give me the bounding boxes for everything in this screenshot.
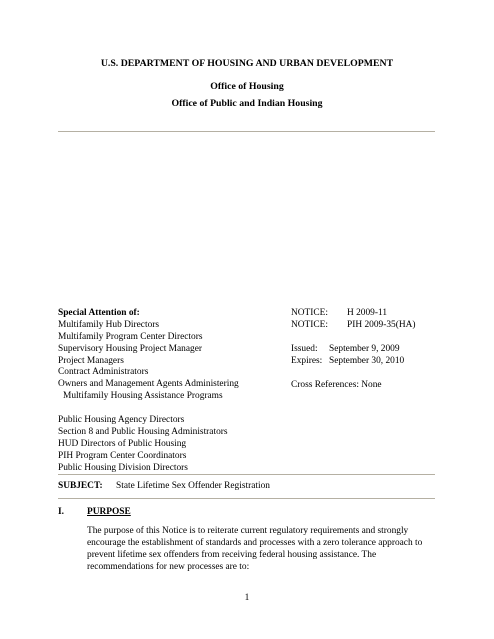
attention-item: Public Housing Agency Directors	[58, 415, 185, 426]
attention-item: Multifamily Housing Assistance Programs	[63, 391, 223, 402]
office-of-housing: Office of Housing	[210, 81, 284, 92]
notice-value-2: PIH 2009-35(HA)	[347, 320, 416, 330]
purpose-paragraph	[87, 526, 422, 574]
attention-item: Contract Administrators	[58, 367, 149, 378]
subject-top-divider	[58, 474, 435, 475]
paragraph-line: recommendations for new processes are to:	[87, 561, 250, 572]
attention-item: Section 8 and Public Housing Administrators	[58, 426, 228, 437]
department-title: U.S. DEPARTMENT OF HOUSING AND URBAN DEVELOPMENT	[100, 58, 394, 69]
attention-item: PIH Program Center Coordinators	[58, 450, 187, 461]
subject-value: State Lifetime Sex Offender Registration	[116, 481, 270, 491]
header-divider	[58, 131, 435, 132]
notice-value-1: H 2009-11	[347, 308, 388, 318]
notice-label-2: NOTICE:	[291, 320, 328, 330]
paragraph-line: encourage the establishment of standards and processes with a zero tolerance approach to	[87, 537, 423, 548]
notice-label-1: NOTICE:	[291, 308, 328, 318]
attention-item: HUD Directors of Public Housing	[58, 438, 187, 449]
attention-item: Supervisory Housing Project Manager	[58, 343, 202, 354]
section-number: I.	[58, 507, 64, 517]
office-of-public-indian-housing: Office of Public and Indian Housing	[171, 98, 323, 109]
attention-heading: Special Attention of:	[58, 308, 140, 318]
subject-bottom-divider	[58, 498, 435, 499]
issued-label: Issued:	[291, 344, 318, 354]
expires-date: September 30, 2010	[329, 356, 405, 366]
attention-item: Public Housing Division Directors	[58, 462, 188, 473]
page-number: 1	[244, 593, 250, 603]
paragraph-line: The purpose of this Notice is to reiterate current regulatory requirements and strongly	[87, 526, 409, 536]
attention-item: Multifamily Program Center Directors	[58, 331, 203, 342]
section-title: PURPOSE	[87, 507, 131, 517]
attention-item: Project Managers	[58, 355, 124, 366]
attention-item: Owners and Management Agents Administering	[58, 379, 239, 390]
paragraph-line: prevent lifetime sex offenders from receiving federal housing assistance. The	[87, 549, 377, 560]
subject-label: SUBJECT:	[58, 481, 103, 491]
expires-label: Expires:	[291, 356, 323, 366]
attention-item: Multifamily Hub Directors	[58, 319, 160, 330]
cross-references: Cross References: None	[291, 380, 382, 390]
attention-list	[58, 308, 239, 474]
issued-date: September 9, 2009	[329, 344, 400, 354]
